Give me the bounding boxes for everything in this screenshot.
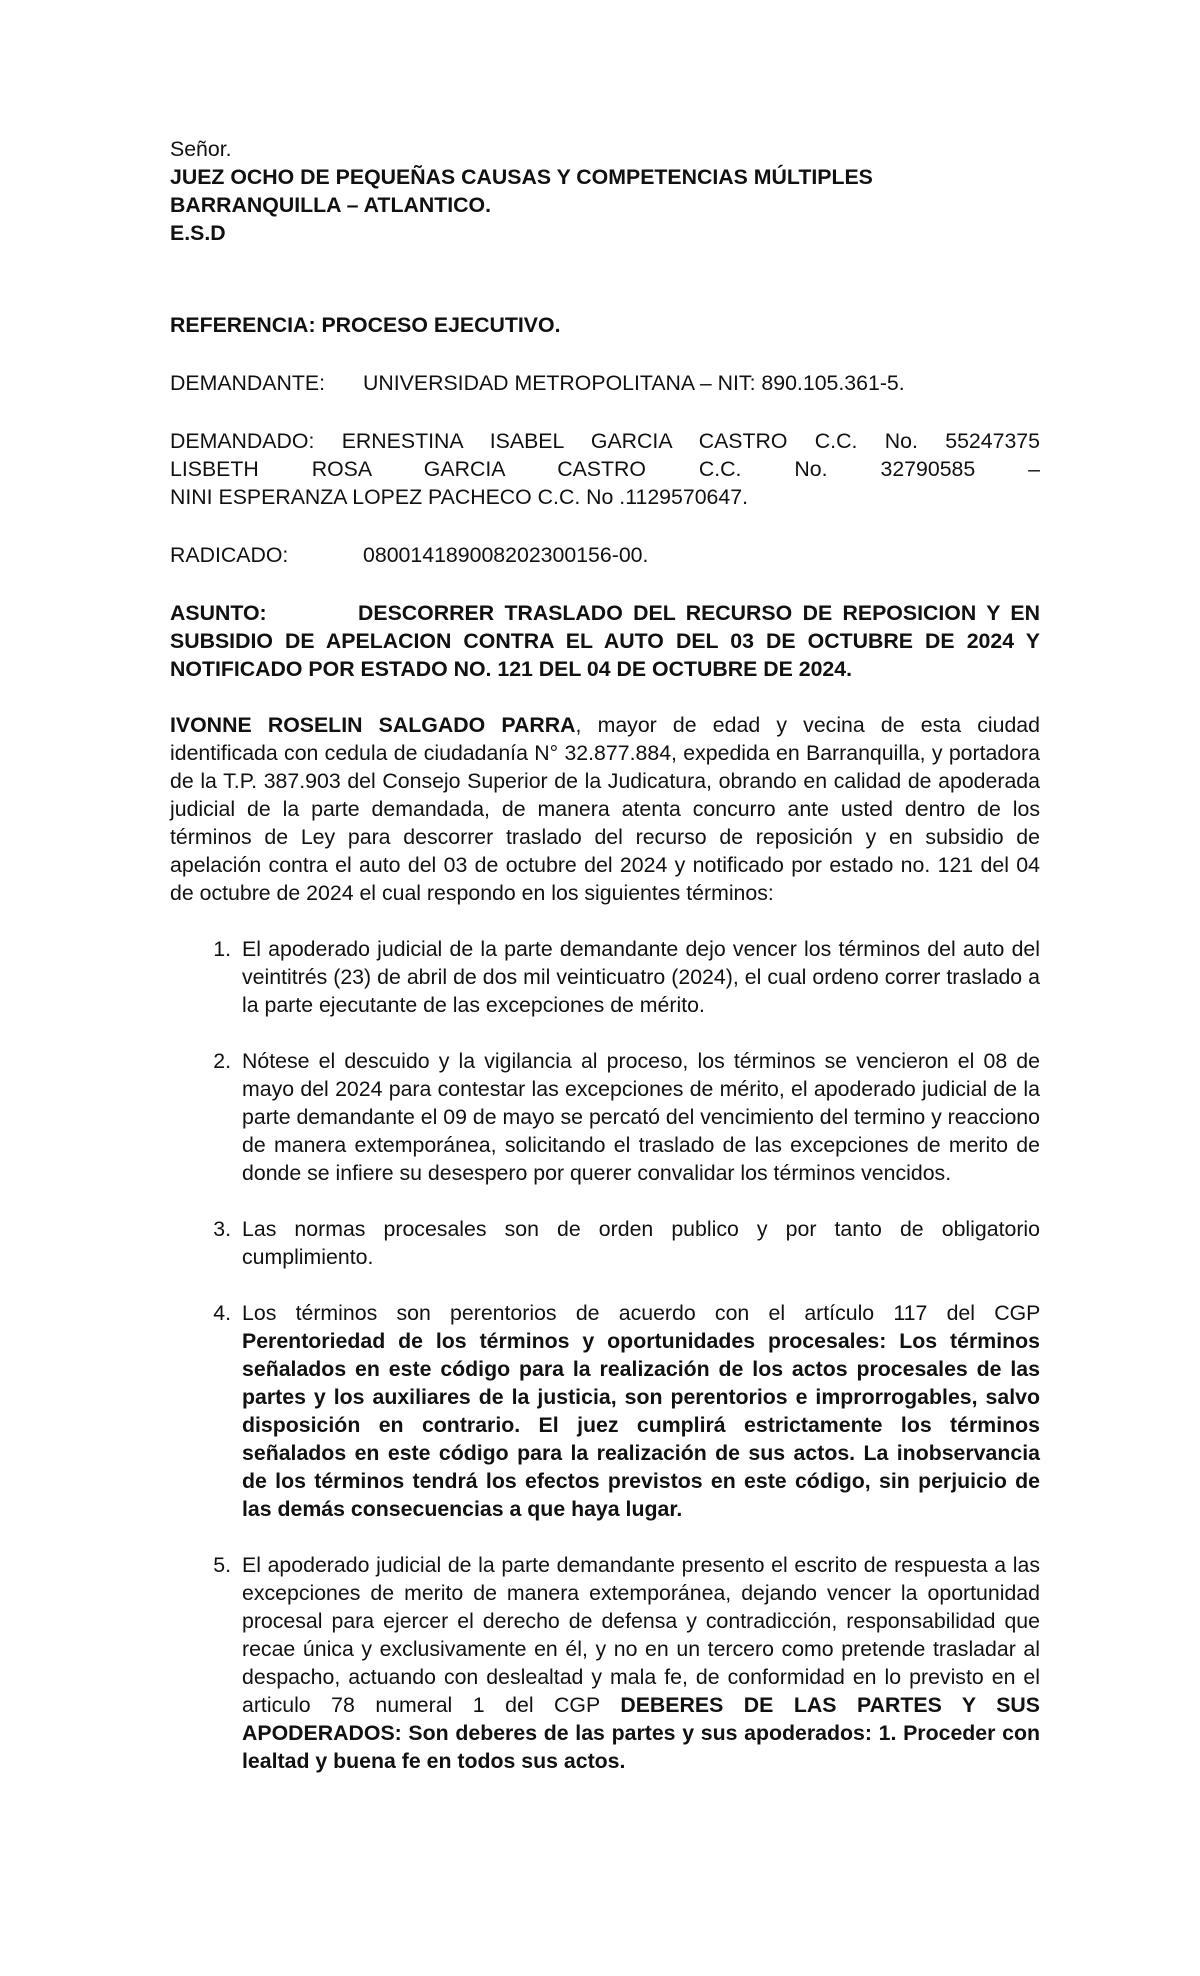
list-item-number: 1. — [213, 937, 231, 961]
asunto-block — [170, 599, 1040, 683]
list-item — [170, 1047, 1040, 1187]
list-item-number: 5. — [213, 1553, 231, 1577]
list-item-text: El apoderado judicial de la parte demandante dejo vencer los términos del auto del veintitrés (23) de abril de dos mil veinticuatro (2024), el cual ordeno correr traslado a la parte ejecutante de las excepciones de mérito. — [242, 937, 1040, 1017]
list-item-text: El apoderado judicial de la parte demandante presento el escrito de respuesta a las excepciones de merito de manera extemporánea, dejando vencer la oportunidad procesal para ejercer el derecho de defensa y contradicción, responsabilidad que recae única y exclusivamente en él, y no en un tercero como pretende trasladar al despacho, actuando con deslealtad y mala fe, de conformidad en lo previsto en el articulo 78 numeral 1 del CGP — [242, 1553, 1040, 1717]
list-item-text: Las normas procesales son de orden publico y por tanto de obligatorio cumplimiento. — [242, 1217, 1040, 1269]
demandado-block — [170, 427, 1040, 511]
asunto-label: ASUNTO: — [170, 601, 267, 625]
list-item-number: 4. — [213, 1301, 231, 1325]
list-item — [170, 1215, 1040, 1271]
esd-abbreviation: E.S.D — [170, 221, 226, 245]
list-item — [170, 935, 1040, 1019]
radicado-value: 080014189008202300156-00. — [363, 543, 649, 567]
asunto-text: DESCORRER TRASLADO DEL RECURSO DE REPOSICION Y EN SUBSIDIO DE APELACION CONTRA EL AUTO DEL 03 DE OCTUBRE DE 2024 Y NOTIFICADO POR ESTADO NO. 121 DEL 04 DE OCTUBRE DE 2024. — [170, 601, 1040, 681]
demandante-line — [170, 369, 1040, 397]
list-item-text: Los términos son perentorios de acuerdo con el artículo 117 del CGP — [242, 1301, 1040, 1325]
list-item-quote: Perentoriedad de los términos y oportunidades procesales: Los términos señalados en este código para la realización de los actos procesales de las partes y los auxiliares de la justicia, son perentorios e improrrogables, salvo disposición en contrario. El juez cumplirá estrictamente los términos señalados en este código para la realización de sus actos. La inobservancia de los términos tendrá los efectos previstos en este código, sin perjuicio de las demás consecuencias a que haya lugar. — [242, 1329, 1040, 1521]
list-item-text: Nótese el descuido y la vigilancia al proceso, los términos se vencieron el 08 de mayo del 2024 para contestar las excepciones de mérito, el apoderado judicial de la parte demandante el 09 de mayo se percató del vencimiento del termino y reacciono de manera extemporánea, solicitando el traslado de las excepciones de merito de donde se infiere su desespero por querer convalidar los términos vencidos. — [242, 1049, 1040, 1185]
referencia-line: REFERENCIA: PROCESO EJECUTIVO. — [170, 313, 561, 337]
salutation: Señor. — [170, 137, 232, 161]
intro-text: , mayor de edad y vecina de esta ciudad identificada con cedula de ciudadanía N° 32.877.884, expedida en Barranquilla, y portadora de la T.P. 387.903 del Consejo Superior de la Judicatura, obrando en calidad de apoderada judicial de la parte demandada, de manera atenta concurro ante usted dentro de los términos de Ley para descorrer traslado del recurso de reposición y en subsidio de apelación contra el auto del 03 de octubre del 2024 y notificado por estado no. 121 del 04 de octubre de 2024 el cual respondo en los siguientes términos: — [170, 713, 1040, 905]
list-item-number: 3. — [213, 1217, 231, 1241]
document-page — [170, 135, 1040, 1803]
header-block — [170, 135, 1040, 247]
demandado-line-2: LISBETH ROSA GARCIA CASTRO C.C. No. 32790585 – — [170, 457, 1040, 481]
list-item — [170, 1299, 1040, 1523]
list-item — [170, 1551, 1040, 1775]
radicado-line — [170, 541, 1040, 569]
demandante-label: DEMANDANTE: — [170, 371, 326, 395]
radicado-label: RADICADO: — [170, 543, 289, 567]
demandado-line-1: DEMANDADO: ERNESTINA ISABEL GARCIA CASTRO C.C. No. 55247375 — [170, 429, 1040, 453]
court-city: BARRANQUILLA – ATLANTICO. — [170, 193, 492, 217]
numbered-list — [170, 935, 1040, 1775]
intro-paragraph — [170, 711, 1040, 907]
court-name: JUEZ OCHO DE PEQUEÑAS CAUSAS Y COMPETENCIAS MÚLTIPLES — [170, 165, 873, 189]
attorney-name: IVONNE ROSELIN SALGADO PARRA — [170, 713, 576, 737]
demandado-line-3: NINI ESPERANZA LOPEZ PACHECO C.C. No .1129570647. — [170, 485, 748, 509]
demandante-value: UNIVERSIDAD METROPOLITANA – NIT: 890.105.361-5. — [363, 371, 905, 395]
list-item-number: 2. — [213, 1049, 231, 1073]
list-item-quote: DEBERES DE LAS PARTES Y SUS APODERADOS: Son deberes de las partes y sus apoderados: 1. Proceder con lealtad y buena fe en todos sus actos. — [242, 1693, 1041, 1773]
